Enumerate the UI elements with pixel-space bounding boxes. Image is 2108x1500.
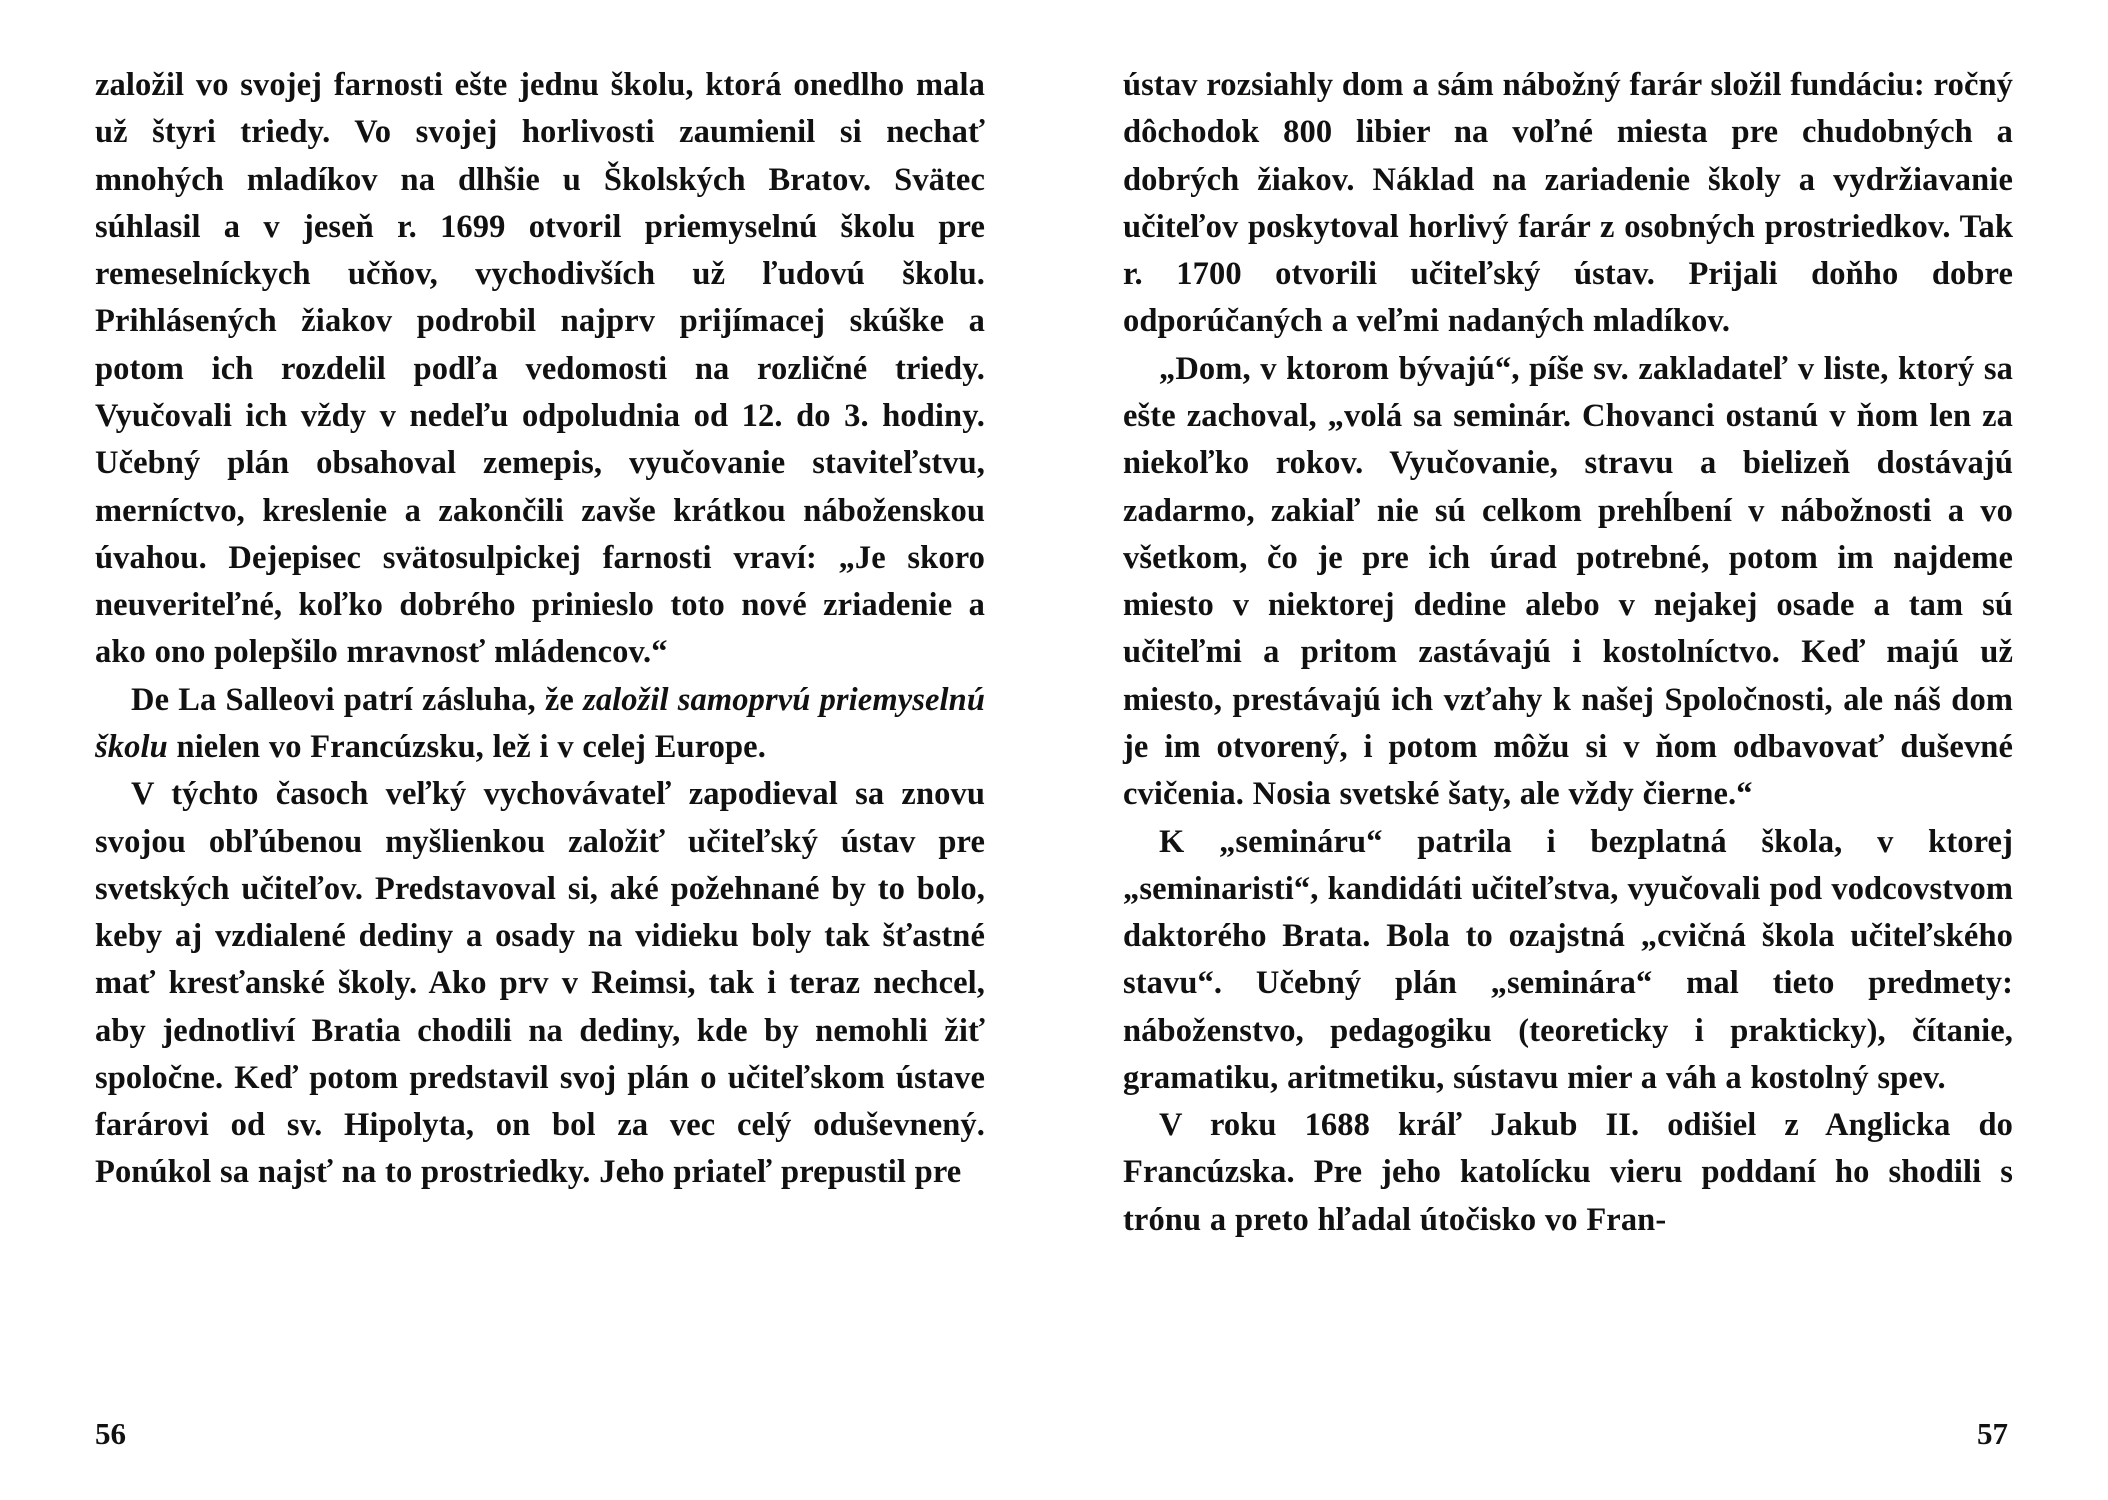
left-page-paragraphs	[95, 62, 985, 1197]
page-number-right: 57	[1977, 1416, 2008, 1451]
paragraph	[95, 677, 985, 772]
paragraph	[95, 62, 985, 677]
paragraph	[1123, 62, 2013, 346]
body-text: ústav rozsiahly dom a sám nábožný farár složil fundáciu: ročný dôchodok 800 libier na voľné miesta pre chudobných a dobrých žiakov. Náklad na zariadenie školy a vydržiavanie učiteľov poskytoval horlivý farár z osobných prostriedkov. Tak r. 1700 otvorili učiteľský ústav. Prijali doňho dobre odporúčaných a veľmi nadaných mladíkov.	[1123, 67, 2013, 340]
body-text: De La Salleovi patrí zásluha, že	[131, 681, 584, 718]
body-text: K „semináru“ patrila i bezplatná škola, v ktorej „seminaristi“, kandidáti učiteľstva, vyučovali pod vodcovstvom daktorého Brata. Bola to ozajstná „cvičná škola učiteľského stavu“. Učebný plán „seminára“ mal tieto predmety: náboženstvo, pedagogiku (teoreticky i prakticky), čítanie, gramatiku, aritmetiku, sústavu mier a váh a kostolný spev.	[1123, 823, 2013, 1096]
paragraph	[1123, 346, 2013, 819]
body-text: založil vo svojej farnosti ešte jednu školu, ktorá onedlho mala už štyri triedy. Vo svojej horlivosti zaumienil si nechať mnohých mladíkov na dlhšie u Školských Bratov. Svätec súhlasil a v jeseň r. 1699 otvoril priemyselnú školu pre remeselníckych učňov, vychodivších už ľudovú školu. Prihlásených žiakov podrobil najprv prijímacej skúške a potom ich rozdelil podľa vedomosti na rozličné triedy. Vyučovali ich vždy v nedeľu odpoludnia od 12. do 3. hodiny. Učebný plán obsahoval zemepis, vyučovanie staviteľstvu, merníctvo, kreslenie a zakončili zavše krátkou náboženskou úvahou. Dejepisec svätosulpickej farnosti vraví: „Je skoro neuveriteľné, koľko dobrého prinieslo toto nové zriadenie a ako ono polepšilo mravnosť mládencov.“	[95, 67, 985, 671]
body-text: nielen vo Francúzsku, lež i v celej Europe.	[167, 728, 766, 765]
body-text: V týchto časoch veľký vychovávateľ zapodieval sa znovu svojou obľúbenou myšlienkou založiť učiteľský ústav pre svetských učiteľov. Predstavoval si, aké požehnané by to bolo, keby aj vzdialené dediny a osady na vidieku boly tak šťastné mať kresťanské školy. Ako prv v Reimsi, tak i teraz nechcel, aby jednotliví Bratia chodili na dediny, kde by nemohli žiť spoločne. Keď potom predstavil svoj plán o učiteľskom ústave farárovi od sv. Hipolyta, on bol za vec celý oduševnený. Ponúkol sa najsť na to prostriedky. Jeho priateľ prepustil pre	[95, 776, 985, 1191]
emphasized-text: založil samoprvú priemyselnú školu	[95, 681, 985, 765]
right-page-paragraphs	[1123, 62, 2013, 1244]
left-page-text-column	[95, 62, 985, 1244]
paragraph	[1123, 1102, 2013, 1244]
page-number-left: 56	[95, 1416, 126, 1451]
body-text: V roku 1688 kráľ Jakub II. odišiel z Anglicka do Francúzska. Pre jeho katolícku vieru poddaní ho shodili s trónu a preto hľadal útočisko vo Fran-	[1123, 1107, 2013, 1238]
paragraph	[95, 771, 985, 1197]
right-page-text-column	[1123, 62, 2013, 1244]
body-text: „Dom, v ktorom bývajú“, píše sv. zakladateľ v liste, ktorý sa ešte zachoval, „volá sa seminár. Chovanci ostanú v ňom len za niekoľko rokov. Vyučovanie, stravu a bielizeň dostávajú zadarmo, zakiaľ nie sú celkom prehĺbení v nábožnosti a vo všetkom, čo je pre ich úrad potrebné, potom im najdeme miesto v niektorej dedine alebo v nejakej osade a tam sú učiteľmi a pritom zastávajú i kostolníctvo. Keď majú už miesto, prestávajú ich vzťahy k našej Spoločnosti, ale náš dom je im otvorený, i potom môžu si v ňom odbavovať duševné cvičenia. Nosia svetské šaty, ale vždy čierne.“	[1123, 350, 2013, 813]
paragraph	[1123, 819, 2013, 1103]
